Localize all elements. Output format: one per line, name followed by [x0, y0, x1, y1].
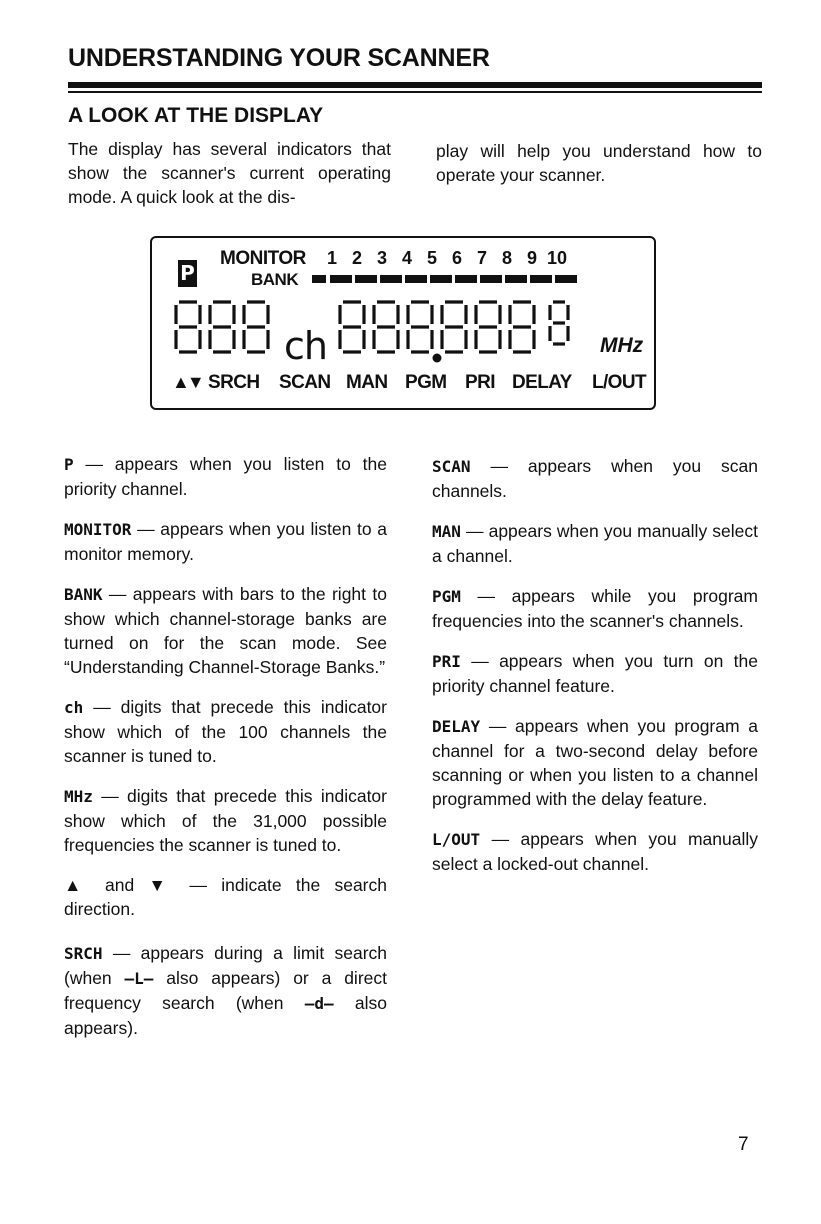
scan-indicator: SCAN — [279, 372, 331, 393]
definition-text: — appears during a limit search (when — [64, 943, 387, 988]
limit-search-code: –L– — [124, 969, 154, 988]
definition-term: SRCH — [64, 944, 103, 963]
bank-number: 4 — [401, 248, 412, 268]
bank-number: 6 — [451, 248, 462, 268]
definition-text: — digits that precede this indicator show which of the 100 channels the scanner is tuned to. — [64, 697, 387, 766]
definition-text: also appears). — [64, 993, 387, 1038]
definition-term: PRI — [432, 652, 461, 671]
definition-entry — [432, 584, 758, 633]
definition-text: — appears when you turn on the priority channel feature. — [432, 651, 758, 696]
definition-entry-srch — [64, 941, 387, 1040]
definition-entry — [64, 452, 387, 501]
definition-text: — appears when you manually select a channel. — [432, 521, 758, 566]
mhz-indicator: MHz — [600, 334, 644, 357]
bank-bar — [505, 275, 527, 283]
definition-term: L/OUT — [432, 830, 481, 849]
definition-text: — indicate the search direction. — [64, 875, 387, 919]
srch-indicator: SRCH — [208, 372, 260, 393]
man-indicator: MAN — [346, 372, 388, 393]
page-title: UNDERSTANDING YOUR SCANNER — [68, 44, 490, 72]
channel-indicator: ch — [284, 324, 327, 368]
bank-number: 2 — [351, 248, 362, 268]
bank-number: 5 — [426, 248, 437, 268]
definition-term: ▲ and ▼ — [64, 875, 176, 895]
definition-text: — appears with bars to the right to show which channel-storage banks are turned on for the scan mode. See “Understanding Channel-Storage Banks.” — [64, 584, 387, 677]
bank-bar-lead — [312, 275, 326, 283]
definition-text: also appears) or a direct frequency search (when — [64, 968, 387, 1013]
bank-indicator: BANK — [251, 270, 299, 289]
definitions-left-column — [64, 452, 387, 1056]
definition-entry — [64, 873, 387, 921]
definition-term: DELAY — [432, 717, 481, 736]
bank-bar — [555, 275, 577, 283]
pri-indicator: PRI — [465, 372, 495, 393]
definition-text: — appears when you manually select a locked-out channel. — [432, 829, 758, 874]
bank-bar — [330, 275, 352, 283]
definition-entry — [64, 517, 387, 566]
definition-entry — [432, 519, 758, 568]
bank-number: 8 — [501, 248, 512, 268]
page-number: 7 — [738, 1134, 749, 1155]
definition-text: — appears when you program a channel for a two-second delay before scanning or when you listen to a channel programmed with the delay feature. — [432, 716, 758, 809]
intro-paragraph-left: The display has several indicators that show the scanner's current operating mode. A quick look at the dis- — [68, 139, 391, 207]
search-direction-arrows: ▲▼ — [172, 372, 202, 392]
bank-number: 1 — [326, 248, 337, 268]
definition-text: — digits that precede this indicator show which of the 31,000 possible frequencies the scanner is tuned to. — [64, 786, 387, 855]
bank-bar — [480, 275, 502, 283]
definition-term: ch — [64, 698, 84, 717]
bank-bar — [455, 275, 477, 283]
lout-indicator: L/OUT — [592, 372, 646, 393]
definition-text: — appears while you program frequencies into the scanner's channels. — [432, 586, 758, 631]
definition-entry — [64, 582, 387, 679]
bank-bar — [405, 275, 427, 283]
bank-number: 7 — [476, 248, 487, 268]
intro-paragraph-right: play will help you understand how to operate your scanner. — [436, 141, 762, 185]
definition-entry — [64, 695, 387, 768]
definition-entry — [432, 827, 758, 876]
priority-indicator: P — [178, 260, 197, 287]
definition-term: MONITOR — [64, 520, 132, 539]
definition-text: — appears when you listen to the priority channel. — [64, 454, 387, 499]
pgm-indicator: PGM — [405, 372, 447, 393]
delay-indicator: DELAY — [512, 372, 572, 393]
definition-entry — [432, 649, 758, 698]
definition-term: MHz — [64, 787, 93, 806]
bank-bar — [430, 275, 452, 283]
bank-bar — [355, 275, 377, 283]
section-title: A LOOK AT THE DISPLAY — [68, 104, 324, 127]
lcd-display-figure — [150, 236, 656, 410]
monitor-indicator: MONITOR — [220, 248, 306, 269]
title-rule-thick — [68, 82, 762, 88]
definition-entry — [432, 714, 758, 811]
definition-term: PGM — [432, 587, 461, 606]
seven-segment-digits — [152, 296, 652, 366]
definition-entry — [64, 784, 387, 857]
bank-number: 9 — [526, 248, 537, 268]
bank-number: 3 — [376, 248, 387, 268]
definition-text: — appears when you scan channels. — [432, 456, 758, 501]
bank-number: 10 — [546, 248, 568, 268]
decimal-point — [433, 354, 442, 363]
definition-term: SCAN — [432, 457, 471, 476]
definition-entry — [432, 454, 758, 503]
definition-term: P — [64, 455, 74, 474]
title-rule-thin — [68, 91, 762, 93]
definition-text: — appears when you listen to a monitor memory. — [64, 519, 387, 564]
definition-term: BANK — [64, 585, 103, 604]
definition-term: MAN — [432, 522, 461, 541]
bank-bar — [380, 275, 402, 283]
definitions-right-column — [432, 454, 758, 892]
bank-bar — [530, 275, 552, 283]
direct-search-code: –d– — [304, 994, 334, 1013]
